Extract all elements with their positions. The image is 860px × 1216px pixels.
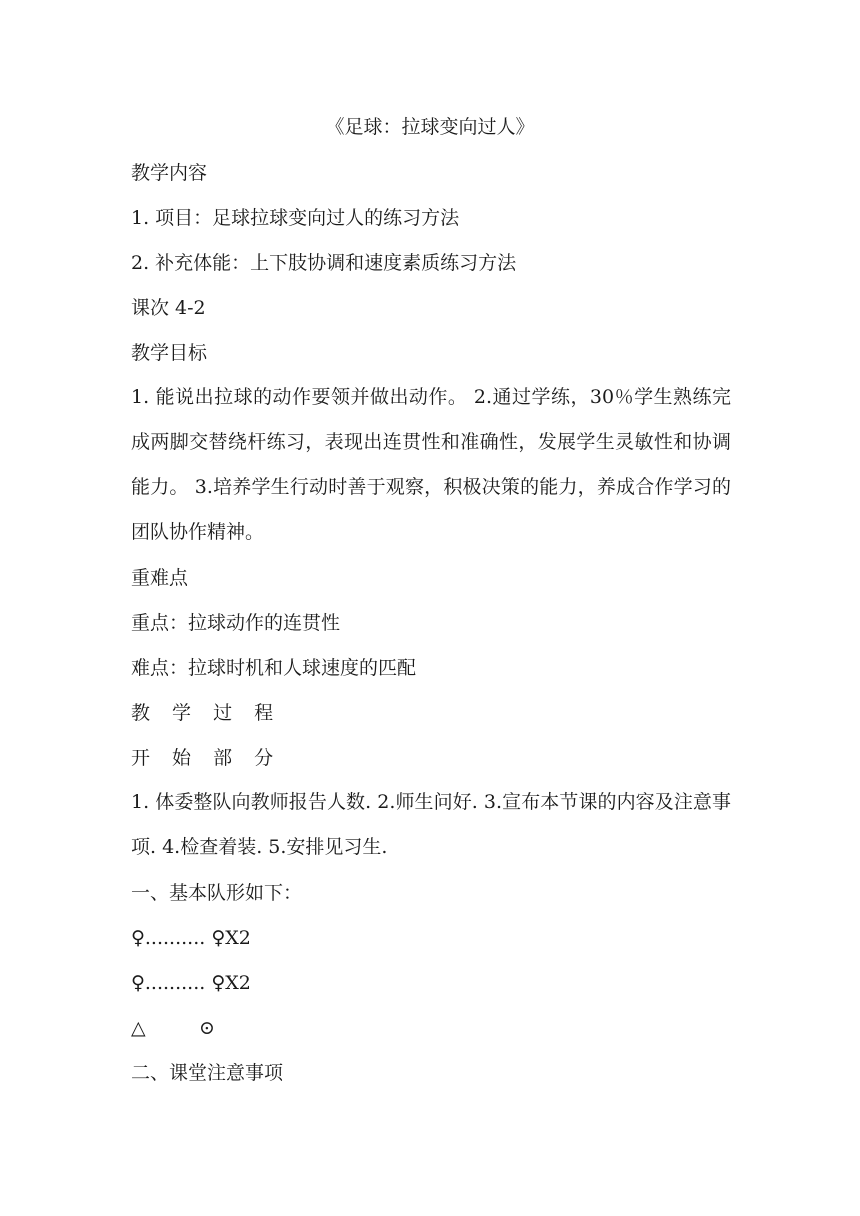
formation-row-1: ♀.......... ♀X2 [131,927,251,949]
formation-heading: 一、基本队形如下： [131,882,303,904]
formation-symbols [131,1013,215,1043]
content-item-2: 2. 补充体能：上下肢协调和速度素质练习方法 [131,252,517,274]
section-heading-key-points: 重难点 [131,567,189,589]
formation-row-2: ♀.......... ♀X2 [131,972,251,994]
start-part-text: 1. 体委整队向教师报告人数. 2.师生问好. 3.宣布本节课的内容及注意事项. 4.检查着装. 5.安排见习生. [131,791,731,858]
section-heading-notes: 二、课堂注意事项 [131,1062,284,1084]
objectives-text: 1. 能说出拉球的动作要领并做出动作。 2.通过学练，30％学生熟练完成两脚交替绕杆练习，表现出连贯性和准确性，发展学生灵敏性和协调能力。 3.培养学生行动时善于观察，积极决策的能力，养成合作学习的团队协作精神。 [131,386,731,543]
key-point: 重点：拉球动作的连贯性 [131,612,341,634]
content-item-1: 1. 项目：足球拉球变向过人的练习方法 [131,207,460,229]
ball-circle-icon: ⊙ [199,1017,215,1039]
document-title: 《足球：拉球变向过人》 [325,116,535,138]
section-heading-content: 教学内容 [131,162,208,184]
section-heading-start-part: 开 始 部 分 [131,747,282,769]
section-heading-objectives: 教学目标 [131,342,208,364]
section-heading-process: 教 学 过 程 [131,702,282,724]
lesson-number: 课次 4-2 [131,297,206,319]
difficult-point: 难点：拉球时机和人球速度的匹配 [131,657,417,679]
teacher-triangle-icon: △ [131,1017,146,1039]
